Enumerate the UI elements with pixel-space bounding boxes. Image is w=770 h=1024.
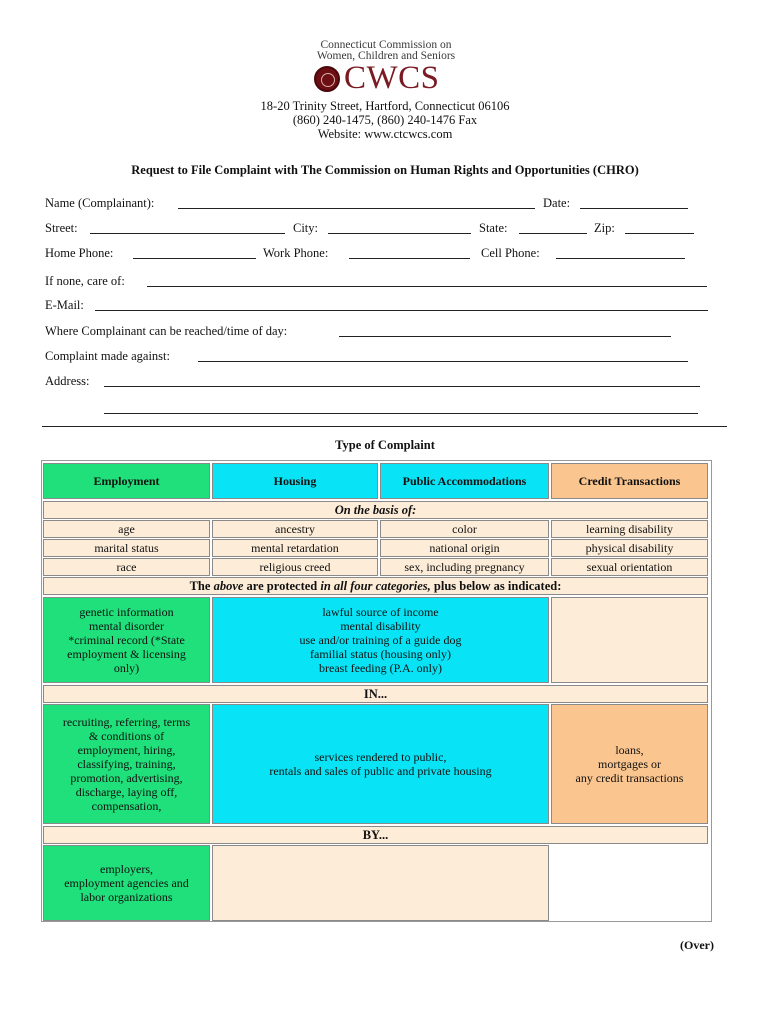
- by-heading: BY...: [43, 826, 708, 844]
- cell-phone-label: Cell Phone:: [481, 246, 540, 260]
- protected-note-emphasis: in all four categories,: [320, 579, 431, 593]
- extra-employment-box: [43, 597, 210, 683]
- category-housing: Housing: [212, 463, 378, 499]
- basis-cell: race: [43, 558, 210, 576]
- city-label: City:: [293, 221, 319, 235]
- cell-line: mortgages or: [598, 757, 661, 771]
- cell-line: only): [113, 661, 140, 675]
- cell-line: *criminal record (*State: [68, 633, 185, 647]
- city-field[interactable]: [328, 233, 471, 234]
- protected-note-text: plus below as indicated:: [430, 579, 562, 593]
- address-field-2[interactable]: [104, 413, 698, 414]
- address-line: 18-20 Trinity Street, Hartford, Connecticut 06106: [260, 99, 510, 113]
- name-label: Name (Complainant):: [45, 196, 155, 210]
- basis-cell: physical disability: [551, 539, 708, 557]
- cell-line: services rendered to public,: [314, 750, 447, 764]
- over-label: (Over): [680, 938, 714, 952]
- phone-line: (860) 240-1475, (860) 240-1476 Fax: [292, 113, 478, 127]
- in-heading: IN...: [43, 685, 708, 703]
- cell-line: employment, hiring,: [77, 743, 176, 757]
- basis-cell: age: [43, 520, 210, 538]
- in-credit-box: [551, 704, 708, 824]
- home-phone-field[interactable]: [133, 258, 256, 259]
- basis-heading: On the basis of:: [43, 501, 708, 519]
- zip-field[interactable]: [625, 233, 694, 234]
- reached-label: Where Complainant can be reached/time of day:: [45, 324, 288, 338]
- category-credit-transactions: Credit Transactions: [551, 463, 708, 499]
- state-field[interactable]: [519, 233, 587, 234]
- home-phone-label: Home Phone:: [45, 246, 114, 260]
- website-line: Website: www.ctcwcs.com: [317, 127, 453, 141]
- cell-line: familial status (housing only): [310, 647, 451, 661]
- in-employment-box: [43, 704, 210, 824]
- category-public-accommodations: Public Accommodations: [380, 463, 549, 499]
- state-seal-icon: [314, 66, 340, 92]
- protected-note-emphasis: above: [213, 579, 244, 593]
- in-employment-list: [63, 715, 190, 813]
- email-label: E-Mail:: [45, 298, 84, 312]
- cell-line: employment & licensing: [67, 647, 186, 661]
- date-field[interactable]: [580, 208, 688, 209]
- basis-cell: sex, including pregnancy: [380, 558, 549, 576]
- cell-line: promotion, advertising,: [70, 771, 183, 785]
- protected-note-text: The: [189, 579, 214, 593]
- address-field-1[interactable]: [104, 386, 700, 387]
- extra-housing-box: [212, 597, 549, 683]
- address-label: Address:: [45, 374, 90, 388]
- in-housing-box: [212, 704, 549, 824]
- cell-line: discharge, laying off,: [75, 785, 178, 799]
- basis-cell: marital status: [43, 539, 210, 557]
- basis-cell: national origin: [380, 539, 549, 557]
- cell-line: breast feeding (P.A. only): [319, 661, 442, 675]
- cell-line: labor organizations: [80, 890, 173, 904]
- state-label: State:: [479, 221, 508, 235]
- org-name-line1: Connecticut Commission on: [320, 39, 452, 51]
- cell-line: genetic information: [79, 605, 174, 619]
- against-field[interactable]: [198, 361, 688, 362]
- basis-cell: color: [380, 520, 549, 538]
- cell-line: use and/or training of a guide dog: [299, 633, 462, 647]
- cell-line: classifying, training,: [77, 757, 176, 771]
- care-of-label: If none, care of:: [45, 274, 125, 288]
- reached-field[interactable]: [339, 336, 671, 337]
- basis-cell: ancestry: [212, 520, 378, 538]
- protected-note: [43, 577, 708, 595]
- name-field[interactable]: [178, 208, 535, 209]
- category-employment: Employment: [43, 463, 210, 499]
- extra-housing-list: [300, 605, 462, 675]
- org-acronym: CWCS: [344, 60, 440, 96]
- by-housing-box: [212, 845, 549, 921]
- extra-employment-list: [67, 605, 186, 675]
- extra-credit-box: [551, 597, 708, 683]
- cell-line: employment agencies and: [64, 876, 189, 890]
- basis-cell: sexual orientation: [551, 558, 708, 576]
- email-field[interactable]: [95, 310, 708, 311]
- street-label: Street:: [45, 221, 78, 235]
- type-of-complaint-heading: Type of Complaint: [335, 438, 435, 452]
- basis-cell: mental retardation: [212, 539, 378, 557]
- against-label: Complaint made against:: [45, 349, 170, 363]
- cell-line: employers,: [100, 862, 153, 876]
- care-of-field[interactable]: [147, 286, 707, 287]
- street-field[interactable]: [90, 233, 285, 234]
- org-name-line2: Women, Children and Seniors: [316, 50, 456, 62]
- cell-line: compensation,: [91, 799, 162, 813]
- cell-phone-field[interactable]: [556, 258, 685, 259]
- by-employment-list: [64, 862, 189, 904]
- in-housing-list: [269, 750, 491, 778]
- divider: [42, 426, 727, 427]
- cell-line: mental disorder: [89, 619, 164, 633]
- protected-note-text: are protected: [243, 579, 321, 593]
- cell-line: & conditions of: [88, 729, 165, 743]
- work-phone-field[interactable]: [349, 258, 470, 259]
- cell-line: rentals and sales of public and private housing: [269, 764, 492, 778]
- cell-line: recruiting, referring, terms: [62, 715, 191, 729]
- basis-cell: religious creed: [212, 558, 378, 576]
- basis-cell: learning disability: [551, 520, 708, 538]
- cell-line: lawful source of income: [322, 605, 439, 619]
- by-employment-box: [43, 845, 210, 921]
- cwcs-logo: [306, 40, 466, 96]
- cell-line: any credit transactions: [575, 771, 684, 785]
- in-credit-list: [576, 743, 684, 785]
- cell-line: loans,: [615, 743, 644, 757]
- date-label: Date:: [543, 196, 571, 210]
- zip-label: Zip:: [594, 221, 615, 235]
- work-phone-label: Work Phone:: [263, 246, 329, 260]
- form-title: Request to File Complaint with The Commission on Human Rights and Opportunities (CHRO): [131, 163, 639, 177]
- cell-line: mental disability: [340, 619, 421, 633]
